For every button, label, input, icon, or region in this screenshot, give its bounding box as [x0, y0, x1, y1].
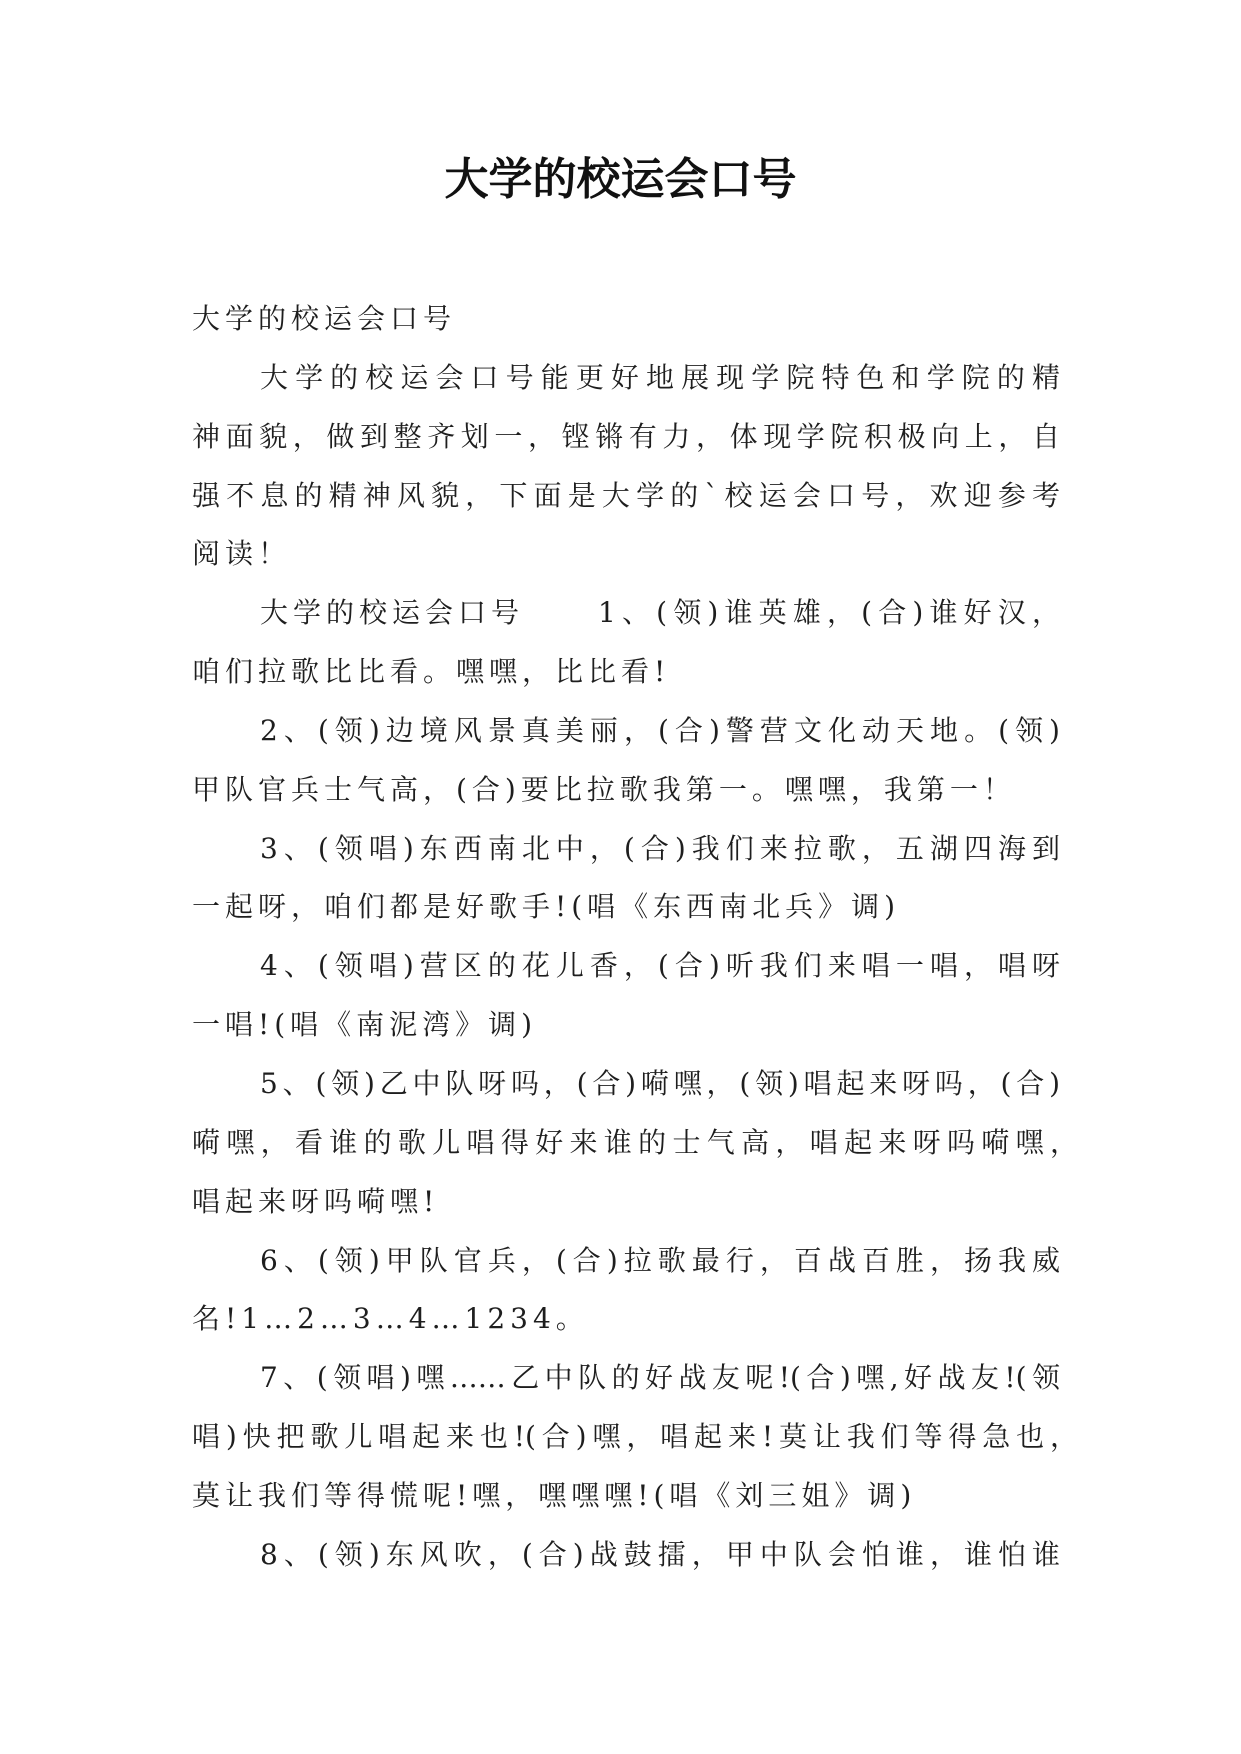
intro-line: 神面貌，做到整齐划一，铿锵有力，体现学院积极向上，自: [192, 419, 1060, 453]
slogans-label: 大学的校运会口号: [260, 596, 525, 630]
slogan-line: 一唱!(唱《南泥湾》调): [192, 1008, 538, 1042]
slogan-text: 1、(领)谁英雄，(合)谁好汉，: [598, 596, 1060, 630]
slogan-line: [192, 584, 1060, 643]
slogan-line: 名!1…2…3…4…1234。: [192, 1302, 589, 1336]
slogan-line: 甲队官兵士气高，(合)要比拉歌我第一。嘿嘿，我第一！: [192, 772, 1016, 806]
slogan-line: 5、(领)乙中队呀吗，(合)嗬嘿，(领)唱起来呀吗，(合): [260, 1066, 1060, 1100]
slogan-line: 嗬嘿，看谁的歌儿唱得好来谁的士气高，唱起来呀吗嗬嘿，: [192, 1125, 1078, 1159]
slogan-line: 8、(领)东风吹，(合)战鼓擂，甲中队会怕谁，谁怕谁: [260, 1537, 1060, 1571]
intro-line: 阅读！: [192, 537, 292, 571]
slogan-line: 唱)快把歌儿唱起来也!(合)嘿，唱起来!莫让我们等得急也，: [192, 1420, 1078, 1454]
slogan-line: 3、(领唱)东西南北中，(合)我们来拉歌，五湖四海到: [260, 831, 1060, 865]
slogan-line: 2、(领)边境风景真美丽，(合)警营文化动天地。(领): [260, 713, 1060, 747]
slogan-line: 4、(领唱)营区的花儿香，(合)听我们来唱一唱，唱呀: [260, 949, 1060, 983]
slogan-line: 7、(领唱)嘿……乙中队的好战友呢!(合)嘿,好战友!(领: [260, 1361, 1060, 1395]
slogan-line: 咱们拉歌比比看。嘿嘿，比比看!: [192, 655, 671, 689]
slogan-line: 一起呀，咱们都是好歌手!(唱《东西南北兵》调): [192, 890, 901, 924]
section-heading: 大学的校运会口号: [192, 302, 457, 335]
intro-line: 强不息的精神风貌，下面是大学的`校运会口号，欢迎参考: [192, 478, 1060, 512]
intro-line: 大学的校运会口号能更好地展现学院特色和学院的精: [260, 360, 1060, 394]
slogan-line: 6、(领)甲队官兵，(合)拉歌最行，百战百胜，扬我威: [260, 1243, 1060, 1277]
slogan-line: 唱起来呀吗嗬嘿!: [192, 1184, 440, 1218]
slogan-line: 莫让我们等得慌呢!嘿，嘿嘿嘿!(唱《刘三姐》调): [192, 1478, 917, 1512]
page-title: 大学的校运会口号: [444, 154, 797, 205]
document-body: [192, 290, 1078, 1585]
